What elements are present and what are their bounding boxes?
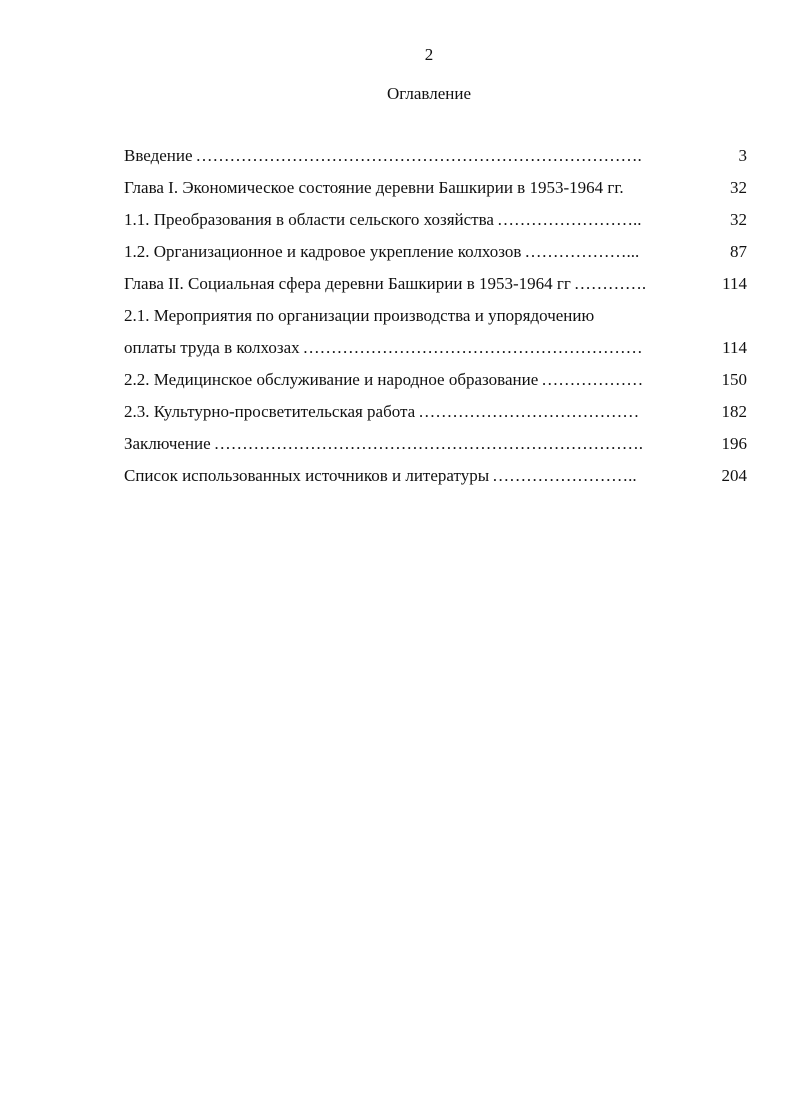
toc-page-number: 3 — [738, 146, 747, 165]
toc-entry-text: 1.2. Организационное и кадровое укрепление колхозов — [124, 242, 522, 261]
toc-entry-text: 2.2. Медицинское обслуживание и народное образование — [124, 370, 539, 389]
toc-entry-chapter-1[interactable] — [124, 177, 747, 209]
toc-dot-leader: …………. — [573, 274, 647, 293]
toc-entry-section-2-1-line-2[interactable] — [124, 337, 747, 369]
toc-page-number: 196 — [721, 434, 747, 453]
toc-page-number: 114 — [722, 338, 747, 357]
toc-dot-leader: …………………….. — [492, 466, 637, 485]
toc-page-number: 182 — [721, 402, 747, 421]
toc-dot-leader: ………………………………… — [418, 402, 640, 421]
toc-entry-introduction[interactable] — [124, 145, 747, 177]
toc-entry-conclusion[interactable] — [124, 433, 747, 465]
page-number: 2 — [424, 45, 434, 64]
toc-dot-leader: ……………… — [541, 370, 644, 389]
toc-entry-text: Введение — [124, 146, 193, 165]
toc-entry-text: оплаты труда в колхозах — [124, 338, 300, 357]
toc-entry-text: Заключение — [124, 434, 211, 453]
toc-entry-text: 1.1. Преобразования в области сельского хозяйства — [124, 210, 494, 229]
toc-entry-text: Глава I. Экономическое состояние деревни Башкирии в 1953-1964 гг. — [124, 178, 624, 197]
toc-dot-leader: ………………... — [524, 242, 640, 261]
toc-entry-text: Список использованных источников и литературы — [124, 466, 490, 485]
toc-entry-section-1-2[interactable] — [124, 241, 747, 273]
toc-title: Оглавление — [387, 84, 471, 103]
toc-page-number: 150 — [721, 370, 747, 389]
toc-dot-leader: …………………….. — [496, 210, 642, 229]
table-of-contents — [124, 145, 747, 497]
toc-dot-leader: …………………………………………………… — [302, 338, 643, 357]
toc-dot-leader: …………………………………………………………………. — [213, 434, 643, 453]
toc-page-number: 32 — [730, 178, 747, 197]
toc-entry-bibliography[interactable] — [124, 465, 747, 497]
toc-page-number: 32 — [730, 210, 747, 229]
toc-page-number: 204 — [721, 466, 747, 485]
toc-entry-chapter-2[interactable] — [124, 273, 747, 305]
toc-entry-section-1-1[interactable] — [124, 209, 747, 241]
toc-entry-section-2-1-line-1[interactable] — [124, 305, 747, 337]
toc-entry-text: 2.3. Культурно-просветительская работа — [124, 402, 416, 421]
toc-entry-text: 2.1. Мероприятия по организации производства и упорядочению — [124, 306, 595, 325]
toc-dot-leader: ……………………………………………………………………. — [195, 146, 642, 165]
toc-page-number: 87 — [730, 242, 747, 261]
toc-entry-section-2-3[interactable] — [124, 401, 747, 433]
toc-entry-section-2-2[interactable] — [124, 369, 747, 401]
toc-entry-text: Глава II. Социальная сфера деревни Башкирии в 1953-1964 гг — [124, 274, 571, 293]
toc-page-number: 114 — [722, 274, 747, 293]
